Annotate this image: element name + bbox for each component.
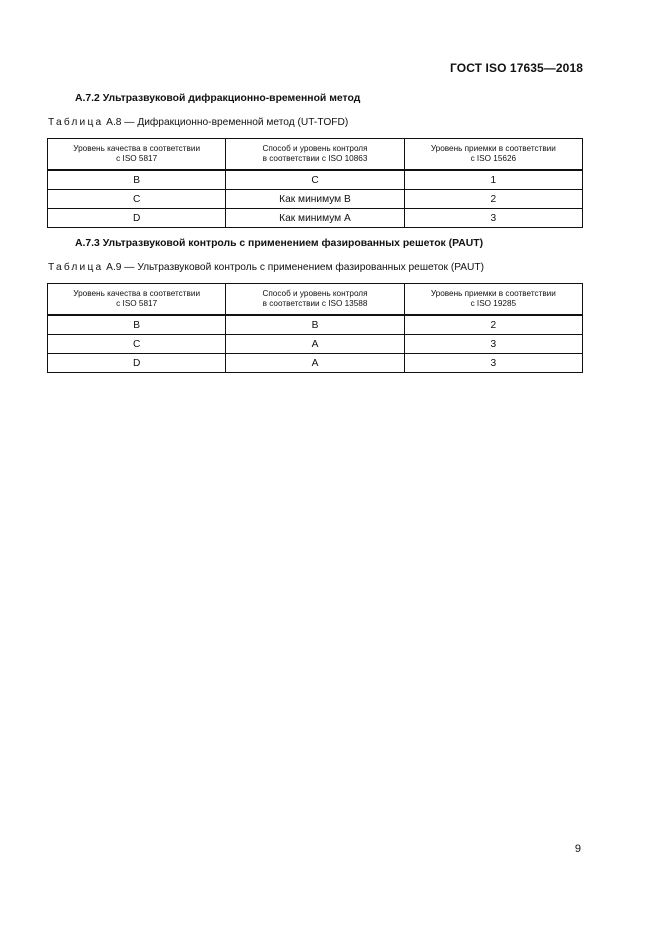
header-line: Уровень приемки в соответствии: [430, 288, 556, 298]
table-cell: 3: [404, 335, 582, 354]
caption-text: А.9 — Ультразвуковой контроль с применением фазированных решеток (PAUT): [103, 262, 485, 273]
caption-lead: Таблица: [48, 262, 104, 273]
table-row: [48, 190, 583, 209]
header-line: Способ и уровень контроля: [262, 288, 368, 298]
table-caption-a8: [48, 117, 348, 128]
table-header-row: [48, 139, 583, 171]
table-cell: A: [226, 354, 404, 373]
table-a8: [47, 138, 583, 228]
table-cell: C: [226, 170, 404, 190]
table-cell: D: [48, 354, 226, 373]
table-cell: 1: [404, 170, 582, 190]
column-header-acceptance-level: [404, 139, 582, 171]
header-line: с ISO 19285: [470, 299, 517, 308]
table-row: [48, 209, 583, 228]
table-cell: B: [226, 315, 404, 335]
column-header-quality-level: [48, 284, 226, 316]
page-number: 9: [574, 843, 581, 855]
table-cell: B: [48, 170, 226, 190]
header-line: Уровень качества в соответствии: [73, 143, 201, 153]
column-header-testing-level: [226, 139, 404, 171]
caption-lead: Таблица: [48, 117, 104, 128]
column-header-testing-level: [226, 284, 404, 316]
header-line: с ISO 5817: [116, 299, 158, 308]
table-row: [48, 354, 583, 373]
table-cell: C: [48, 190, 226, 209]
section-heading-a72: А.7.2 Ультразвуковой дифракционно-временной метод: [75, 93, 361, 104]
header-line: в соответствии с ISO 13588: [262, 299, 368, 308]
header-line: с ISO 5817: [116, 154, 158, 163]
table-cell: B: [48, 315, 226, 335]
table-caption-a9: [48, 262, 484, 273]
table-row: [48, 170, 583, 190]
table-cell: D: [48, 209, 226, 228]
table-cell: 2: [404, 190, 582, 209]
header-line: с ISO 15626: [470, 154, 517, 163]
document-code: ГОСТ ISO 17635—2018: [450, 61, 583, 75]
table-a9: [47, 283, 583, 373]
section-heading-a73: А.7.3 Ультразвуковой контроль с применением фазированных решеток (PAUT): [75, 238, 484, 249]
table-cell: Как минимум A: [226, 209, 404, 228]
table-header-row: [48, 284, 583, 316]
table-cell: A: [226, 335, 404, 354]
table-cell: 2: [404, 315, 582, 335]
table-row: [48, 315, 583, 335]
table-cell: 3: [404, 209, 582, 228]
table-cell: 3: [404, 354, 582, 373]
header-line: Уровень качества в соответствии: [73, 288, 201, 298]
column-header-quality-level: [48, 139, 226, 171]
header-line: Способ и уровень контроля: [262, 143, 368, 153]
caption-text: А.8 — Дифракционно-временной метод (UT-TOFD): [103, 117, 349, 128]
table-cell: C: [48, 335, 226, 354]
header-line: в соответствии с ISO 10863: [262, 154, 368, 163]
header-line: Уровень приемки в соответствии: [430, 143, 556, 153]
column-header-acceptance-level: [404, 284, 582, 316]
table-row: [48, 335, 583, 354]
table-cell: Как минимум B: [226, 190, 404, 209]
